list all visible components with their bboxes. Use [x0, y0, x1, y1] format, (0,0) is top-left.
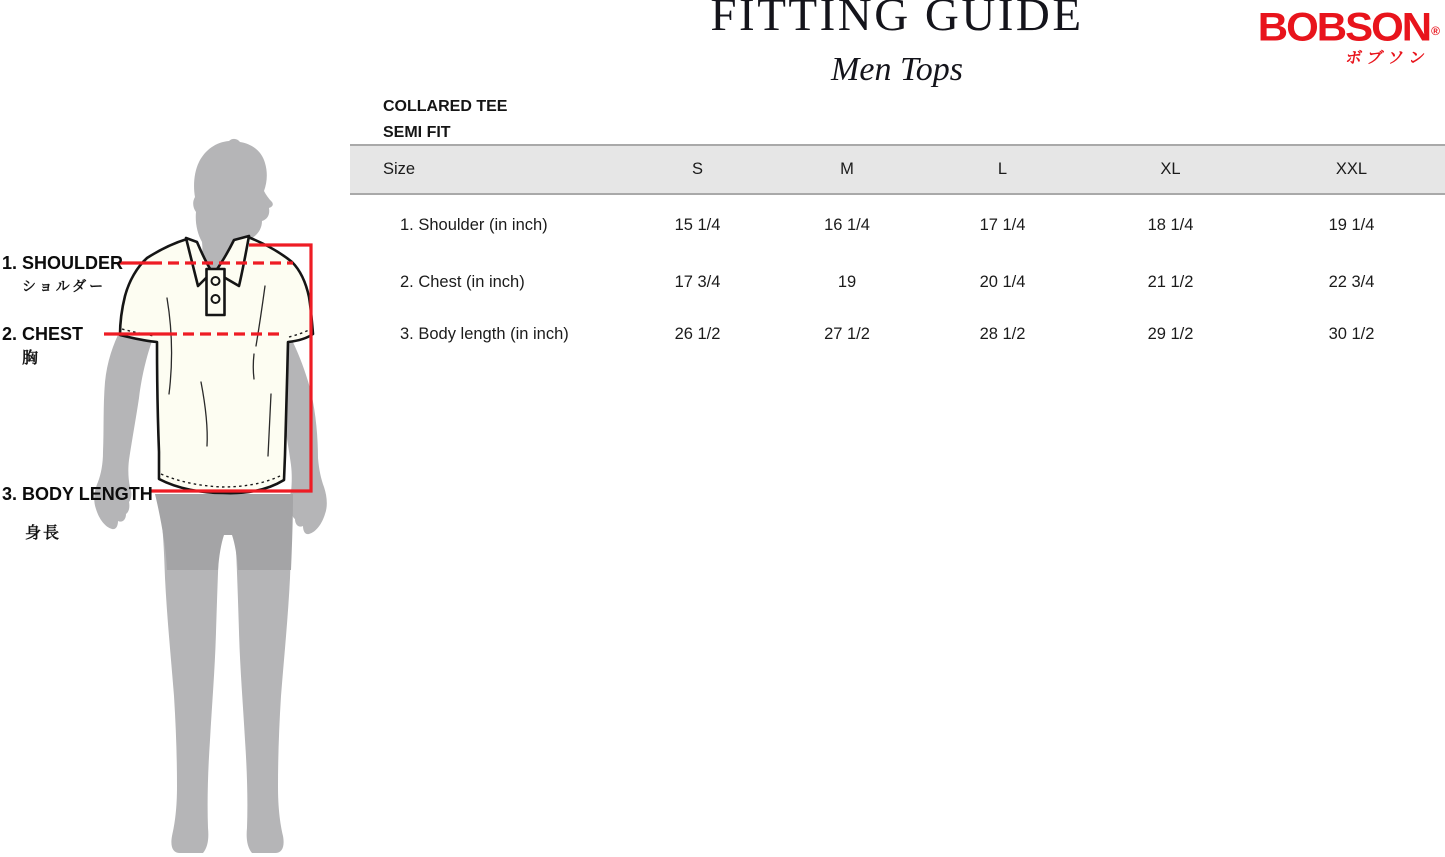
- table-row-chest: [350, 256, 1445, 308]
- value-cell: 22 3/4: [1328, 272, 1375, 291]
- value-cell: 27 1/2: [824, 324, 870, 343]
- value-cell: 21 1/2: [1147, 272, 1194, 291]
- value-cell: 16 1/4: [824, 216, 870, 234]
- value-cell: 29 1/2: [1147, 324, 1194, 343]
- value-cell: 30 1/2: [1328, 324, 1375, 343]
- product-name: COLLARED TEE: [383, 98, 508, 115]
- value-cell: 15 1/4: [674, 216, 721, 234]
- registered-trademark-icon: ®: [1431, 24, 1440, 38]
- shorts-silhouette: [155, 494, 293, 570]
- value-cell: 17 3/4: [674, 272, 721, 291]
- brand-name: BOBSON: [1257, 4, 1431, 49]
- value-cell: 17 1/4: [979, 216, 1026, 234]
- row-label: 1. Shoulder (in inch): [400, 216, 548, 234]
- value-cell: 19 1/4: [1328, 216, 1375, 234]
- button-top: [212, 277, 220, 285]
- size-table: [350, 144, 1445, 360]
- size-table-header-row: [350, 145, 1445, 194]
- brand-name-japanese: ボブソン: [1344, 50, 1432, 67]
- column-header-size: Size: [383, 160, 416, 178]
- row-label: 2. Chest (in inch): [400, 272, 525, 291]
- column-header-xxl: XXL: [1335, 160, 1368, 178]
- button-bottom: [212, 295, 220, 303]
- value-cell: 19: [837, 272, 857, 291]
- value-cell: 20 1/4: [979, 272, 1026, 291]
- brand-wordmark: [1240, 6, 1440, 48]
- page-subtitle: Men Tops: [831, 51, 963, 88]
- column-header-l: L: [997, 160, 1008, 178]
- polo-shirt: [120, 236, 313, 493]
- body-length-label-japanese: 身長: [25, 525, 62, 542]
- chest-label-japanese: 胸: [22, 350, 41, 367]
- placket: [207, 269, 225, 315]
- page-title: FITTING GUIDE: [710, 0, 1084, 41]
- brand-logo: [1240, 6, 1440, 68]
- value-cell: 18 1/4: [1147, 216, 1194, 234]
- value-cell: 28 1/2: [979, 324, 1026, 343]
- table-row-body-length: [350, 308, 1445, 360]
- table-row-shoulder: [350, 194, 1445, 256]
- row-label: 3. Body length (in inch): [400, 324, 569, 343]
- column-header-xl: XL: [1160, 160, 1181, 178]
- shoulder-label: 1. SHOULDER: [2, 253, 124, 273]
- column-header-s: S: [691, 160, 703, 178]
- body-length-label: 3. BODY LENGTH: [2, 484, 153, 504]
- figure-illustration: [0, 0, 345, 857]
- value-cell: 26 1/2: [674, 324, 721, 343]
- shoulder-label-japanese: ショルダー: [22, 278, 107, 294]
- chest-label: 2. CHEST: [2, 324, 84, 344]
- fit-type: SEMI FIT: [383, 124, 451, 141]
- column-header-m: M: [840, 160, 854, 178]
